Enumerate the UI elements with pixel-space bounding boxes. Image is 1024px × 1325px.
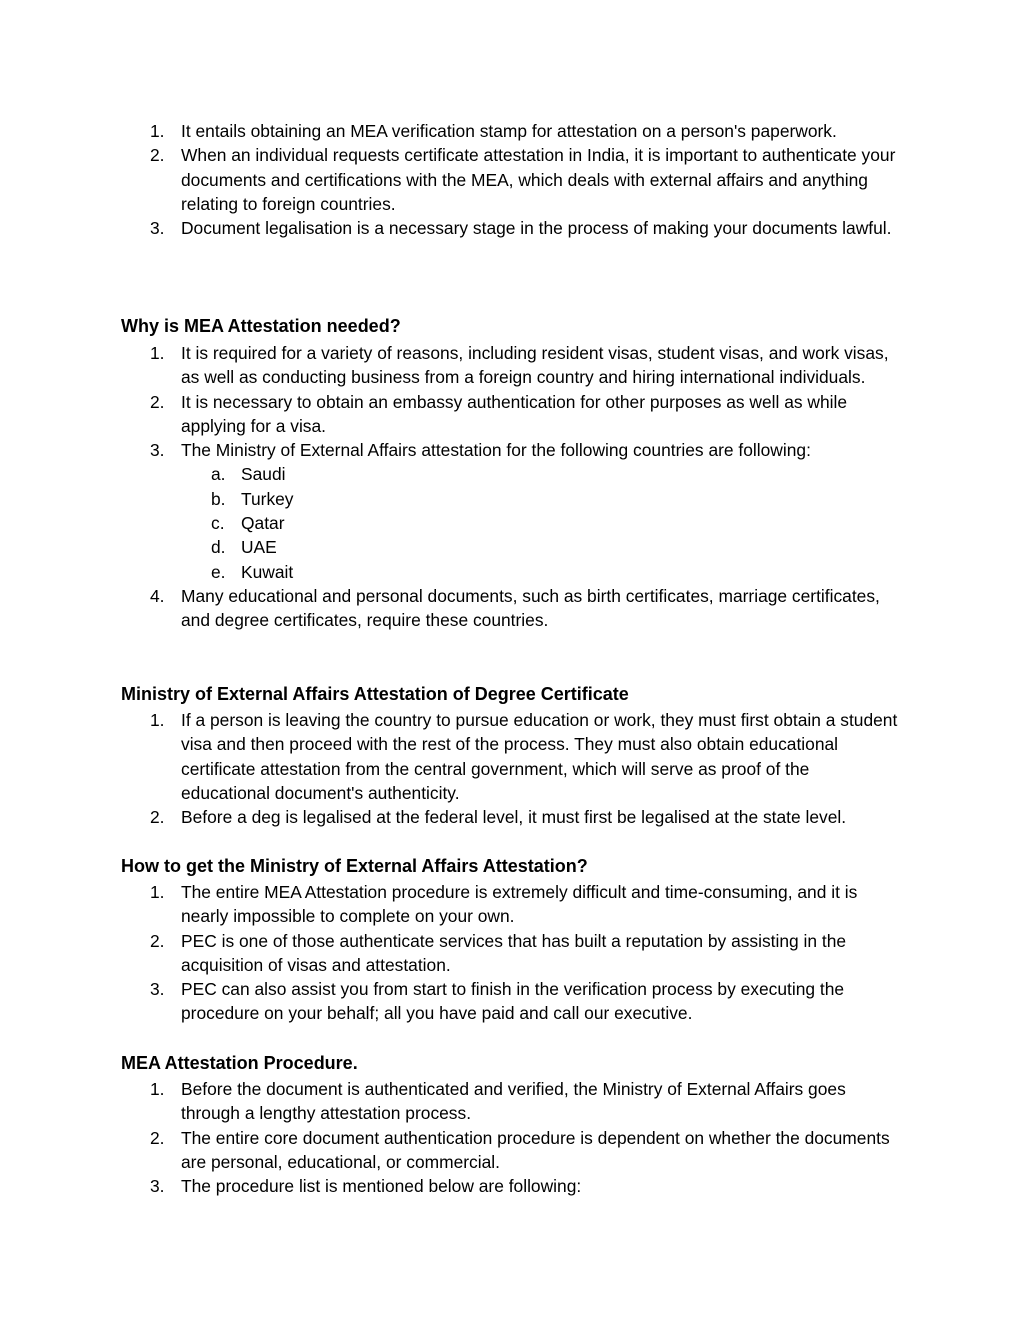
- list-item: [0, 438, 901, 462]
- list-text: The procedure list is mentioned below are following:: [181, 1176, 582, 1197]
- country-item: [0, 560, 901, 584]
- list-number: 2.: [150, 1127, 165, 1148]
- section-heading: Why is MEA Attestation needed?: [121, 316, 401, 336]
- country-item: [0, 511, 901, 535]
- list-letter: b.: [211, 488, 226, 509]
- list-item: [0, 216, 901, 240]
- list-text: Before the document is authenticated and verified, the Ministry of External Affairs goes through a lengthy attestation process.: [181, 1079, 846, 1124]
- list-number: 1.: [150, 882, 165, 902]
- country-item: [0, 535, 901, 559]
- list-item: [0, 977, 901, 1026]
- howto-list: [0, 880, 901, 1026]
- list-number: 1.: [150, 710, 165, 730]
- list-item: [0, 390, 901, 439]
- list-text: PEC can also assist you from start to finish in the verification process by executing the procedure on your behalf; all you have paid and call our executive.: [181, 979, 845, 1024]
- list-number: 1.: [150, 121, 165, 141]
- list-letter: a.: [211, 464, 226, 485]
- procedure-list: [0, 1077, 901, 1198]
- list-text: When an individual requests certificate attestation in India, it is important to authenticate your documents and certifications with the MEA, which deals with external affairs and anything relating to foreign countries.: [181, 145, 896, 214]
- list-item: [0, 584, 901, 633]
- list-item: [0, 119, 901, 143]
- list-text: The Ministry of External Affairs attestation for the following countries are following:: [181, 440, 811, 461]
- list-text: Kuwait: [241, 561, 294, 582]
- list-text: Document legalisation is a necessary stage in the process of making your documents lawful.: [181, 218, 892, 239]
- list-text: If a person is leaving the country to pursue education or work, they must first obtain a student visa and then proceed with the rest of the process. They must also obtain educational certificate attestation from the central government, which will serve as proof of the educational document's authenticity.: [181, 710, 898, 803]
- list-number: 3.: [150, 218, 165, 239]
- list-text: UAE: [241, 537, 277, 558]
- section-heading: MEA Attestation Procedure.: [121, 1053, 358, 1073]
- section-heading: Ministry of External Affairs Attestation of Degree Certificate: [121, 684, 629, 704]
- list-text: Many educational and personal documents, such as birth certificates, marriage certificates, and degree certificates, require these countries.: [181, 585, 880, 631]
- degree-list: [0, 708, 901, 829]
- list-item: [0, 929, 901, 978]
- country-item: [0, 487, 901, 511]
- list-number: 2.: [150, 930, 165, 951]
- list-item: [0, 880, 901, 929]
- list-text: Saudi: [241, 464, 286, 485]
- list-item: [0, 708, 901, 805]
- list-item: [0, 1126, 901, 1175]
- intro-section: [0, 119, 1024, 240]
- list-item: [0, 341, 901, 390]
- list-text: It is necessary to obtain an embassy authentication for other purposes as well as while applying for a visa.: [181, 391, 848, 436]
- list-letter: e.: [211, 561, 226, 582]
- list-text: It is required for a variety of reasons, including resident visas, student visas, and work visas, as well as conducting business from a foreign country and hiring international individuals.: [181, 343, 889, 388]
- list-number: 1.: [150, 343, 165, 363]
- list-text: Qatar: [241, 513, 285, 534]
- why-list: [0, 341, 901, 633]
- list-number: 3.: [150, 979, 165, 1000]
- list-text: The entire MEA Attestation procedure is extremely difficult and time-consuming, and it is nearly impossible to complete on your own.: [181, 882, 858, 927]
- list-item: [0, 143, 901, 216]
- list-text: It entails obtaining an MEA verification stamp for attestation on a person's paperwork.: [181, 121, 837, 141]
- list-text: Turkey: [241, 488, 294, 509]
- list-text: PEC is one of those authenticate services that has built a reputation by assisting in the acquisition of visas and attestation.: [181, 930, 847, 975]
- list-item: [0, 1174, 901, 1198]
- list-number: 2.: [150, 145, 165, 166]
- list-item: [0, 805, 901, 829]
- list-number: 1.: [150, 1079, 165, 1099]
- list-number: 2.: [150, 391, 165, 412]
- list-number: 3.: [150, 1176, 165, 1197]
- list-text: Before a deg is legalised at the federal level, it must first be legalised at the state level.: [181, 807, 847, 828]
- list-letter: c.: [211, 513, 225, 534]
- list-number: 2.: [150, 807, 165, 828]
- country-item: [0, 462, 901, 486]
- list-number: 3.: [150, 440, 165, 461]
- list-letter: d.: [211, 537, 226, 558]
- list-item: [0, 1077, 901, 1126]
- section-heading: How to get the Ministry of External Affairs Attestation?: [121, 856, 588, 876]
- list-number: 4.: [150, 585, 165, 606]
- intro-list: [0, 119, 1024, 240]
- list-text: The entire core document authentication procedure is dependent on whether the documents are personal, educational, or commercial.: [181, 1127, 890, 1172]
